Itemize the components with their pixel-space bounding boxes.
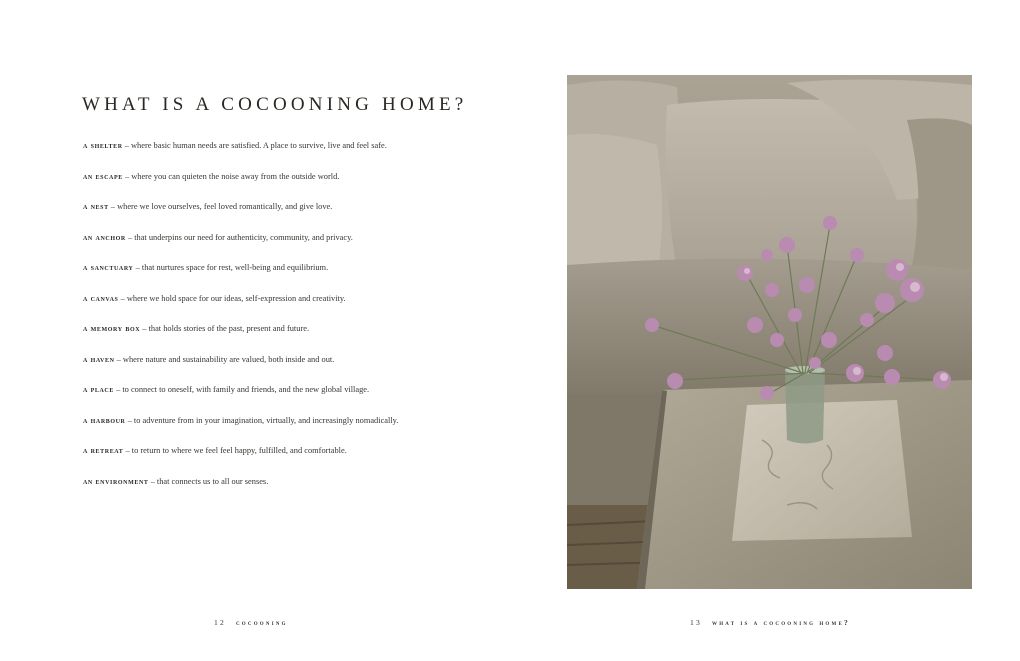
definition-item bbox=[83, 383, 443, 414]
definition-text: – where you can quieten the noise away from the outside world. bbox=[122, 171, 340, 181]
definition-text: – where we hold space for our ideas, self-expression and creativity. bbox=[118, 293, 346, 303]
definition-term: an environment bbox=[83, 476, 149, 486]
page-number: 12 bbox=[214, 618, 226, 627]
sofa-flowers-photo bbox=[567, 75, 972, 589]
definition-text: – to adventure from in your imagination, virtually, and increasingly nomadically. bbox=[125, 415, 399, 425]
definition-item bbox=[83, 475, 443, 506]
definition-text: – that holds stories of the past, present and future. bbox=[140, 324, 310, 333]
definition-text: – that connects us to all our senses. bbox=[148, 476, 269, 486]
definition-term: a haven bbox=[83, 354, 115, 364]
definition-item bbox=[83, 139, 443, 170]
running-head: what is a cocooning home? bbox=[712, 618, 850, 627]
definition-item bbox=[83, 353, 443, 384]
definition-list bbox=[83, 139, 443, 505]
definition-item bbox=[83, 444, 443, 475]
definition-item bbox=[83, 170, 443, 201]
definition-text: – to connect to oneself, with family and friends, and the new global village. bbox=[113, 385, 370, 394]
definition-term: a memory box bbox=[83, 324, 141, 333]
definition-text: – that underpins our need for authenticity, community, and privacy. bbox=[125, 232, 353, 242]
folio bbox=[690, 618, 850, 627]
page-number: 13 bbox=[690, 618, 702, 627]
definition-item bbox=[83, 414, 443, 445]
definition-term: an anchor bbox=[83, 232, 126, 242]
definition-term: a place bbox=[83, 385, 114, 394]
definition-item bbox=[83, 231, 443, 262]
definition-term: a nest bbox=[83, 202, 109, 211]
definition-item bbox=[83, 200, 443, 231]
definition-item bbox=[83, 261, 443, 292]
definition-text: – where basic human needs are satisfied. A place to survive, live and feel safe. bbox=[122, 141, 387, 150]
definition-text: – that nurtures space for rest, well-being and equilibrium. bbox=[133, 263, 329, 272]
right-page bbox=[510, 0, 1020, 661]
definition-term: a canvas bbox=[83, 293, 119, 303]
folio bbox=[214, 618, 288, 627]
definition-term: a harbour bbox=[83, 415, 126, 425]
definition-term: a retreat bbox=[83, 446, 124, 455]
definition-item bbox=[83, 322, 443, 353]
page-title: WHAT IS A COCOONING HOME? bbox=[82, 94, 468, 115]
definition-text: – to return to where we feel feel happy, fulfilled, and comfortable. bbox=[123, 446, 347, 455]
definition-item bbox=[83, 292, 443, 323]
definition-term: an escape bbox=[83, 171, 123, 181]
definition-text: – where nature and sustainability are valued, both inside and out. bbox=[114, 354, 335, 364]
running-head: cocooning bbox=[236, 618, 288, 627]
definition-term: a sanctuary bbox=[83, 263, 134, 272]
definition-text: – where we love ourselves, feel loved romantically, and give love. bbox=[108, 202, 333, 211]
definition-term: a shelter bbox=[83, 141, 123, 150]
